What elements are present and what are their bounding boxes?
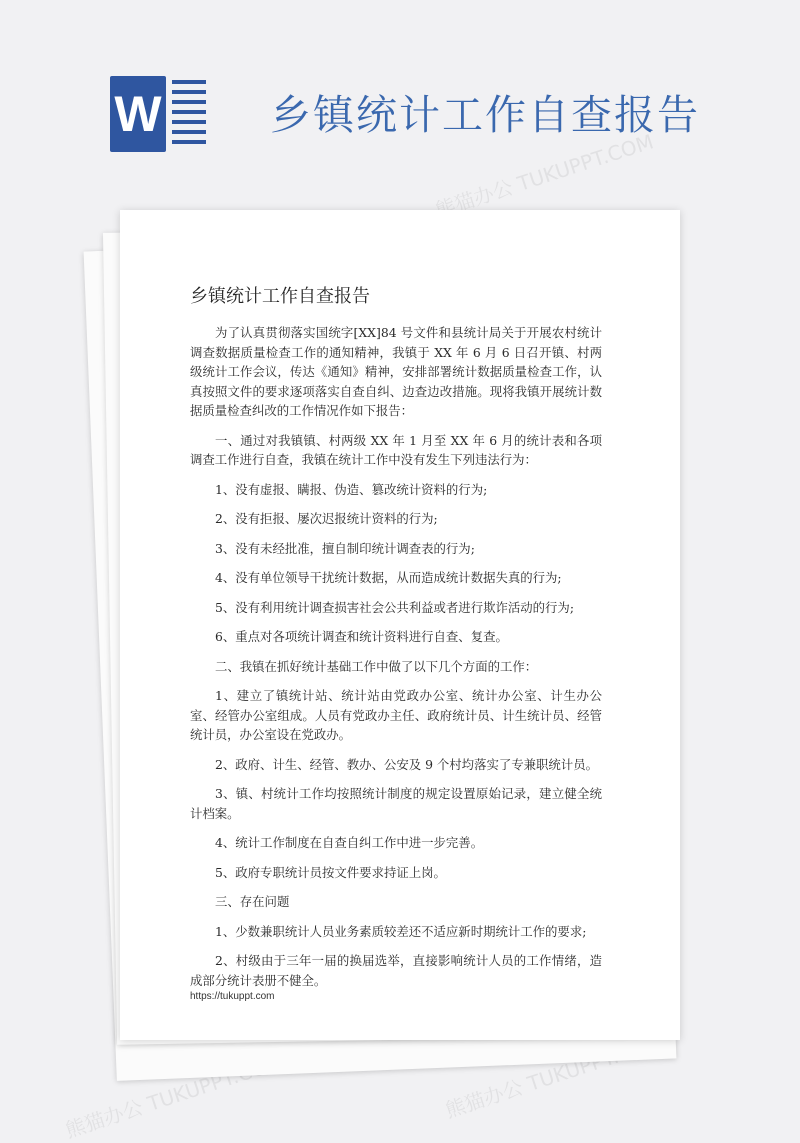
banner — [0, 0, 800, 200]
paragraph: 2、政府、计生、经管、教办、公安及 9 个村均落实了专兼职统计员。 — [215, 756, 598, 772]
paragraph: 1、建立了镇统计站、统计站由党政办公室、统计办公室、计生办公室、经管办公室组成。人员有党政办主任、政府统计员、计生统计员、经管统计员，办公室设在党政办。 — [190, 688, 602, 742]
document-title: 乡镇统计工作自查报告 — [190, 286, 370, 307]
paragraph: 2、没有拒报、屡次迟报统计资料的行为; — [215, 511, 438, 526]
watermark: 熊猫办公 TUKUPPT.COM — [432, 129, 657, 223]
banner-title: 乡镇统计工作自查报告 — [270, 91, 700, 139]
paragraph: 5、政府专职统计员按文件要求持证上岗。 — [215, 864, 446, 880]
watermark: 熊猫办公 TUKUPPT.COM — [62, 1049, 287, 1143]
word-icon-badge: W — [110, 76, 166, 152]
paragraph: 4、没有单位领导干扰统计数据，从而造成统计数据失真的行为; — [215, 570, 562, 585]
document-page — [120, 210, 680, 1040]
paragraph: 1、少数兼职统计人员业务素质较差还不适应新时期统计工作的要求; — [215, 923, 587, 939]
paragraph: 3、没有未经批准，擅自制印统计调查表的行为; — [215, 540, 475, 556]
document-body — [190, 323, 602, 1000]
paragraph: 为了认真贯彻落实国统字[XX]84 号文件和县统计局关于开展农村统计调查数据质量检查工作的通知精神，我镇于 XX 年 6 月 6 日召开镇、村两级统计工作会议，传达《通知》精神，安排部署统计数据质量检查工作，认真按照文件的要求逐项落实自查自纠、边查边改措施。现将我镇开展统计数据质量检查纠改的工作情况作如下报告： — [190, 325, 602, 418]
paragraph: 5、没有利用统计调查损害社会公共利益或者进行欺诈活动的行为; — [215, 599, 574, 615]
paragraph: 6、重点对各项统计调查和统计资料进行自查、复查。 — [215, 629, 508, 644]
paragraph: 4、统计工作制度在自查自纠工作中进一步完善。 — [215, 835, 484, 850]
paragraph: 1、没有虚报、瞒报、伪造、篡改统计资料的行为; — [215, 481, 488, 497]
paragraph: 二、我镇在抓好统计基础工作中做了以下几个方面的工作： — [215, 658, 538, 674]
paragraph: 2、村级由于三年一届的换届选举，直接影响统计人员的工作情绪，造成部分统计表册不健全。 — [190, 953, 602, 988]
word-icon-lines — [172, 80, 206, 150]
word-document-icon — [110, 72, 212, 160]
watermark: 熊猫办公 TUKUPPT.COM — [442, 1029, 667, 1123]
paragraph: 一、通过对我镇镇、村两级 XX 年 1 月至 XX 年 6 月的统计表和各项调查工作进行自查，我镇在统计工作中没有发生下列违法行为： — [190, 432, 602, 467]
footer-url: https://tukuppt.com — [190, 991, 275, 1002]
paragraph: 3、镇、村统计工作均按照统计制度的规定设置原始记录，建立健全统计档案。 — [190, 786, 602, 821]
paragraph: 三、存在问题 — [215, 894, 290, 909]
